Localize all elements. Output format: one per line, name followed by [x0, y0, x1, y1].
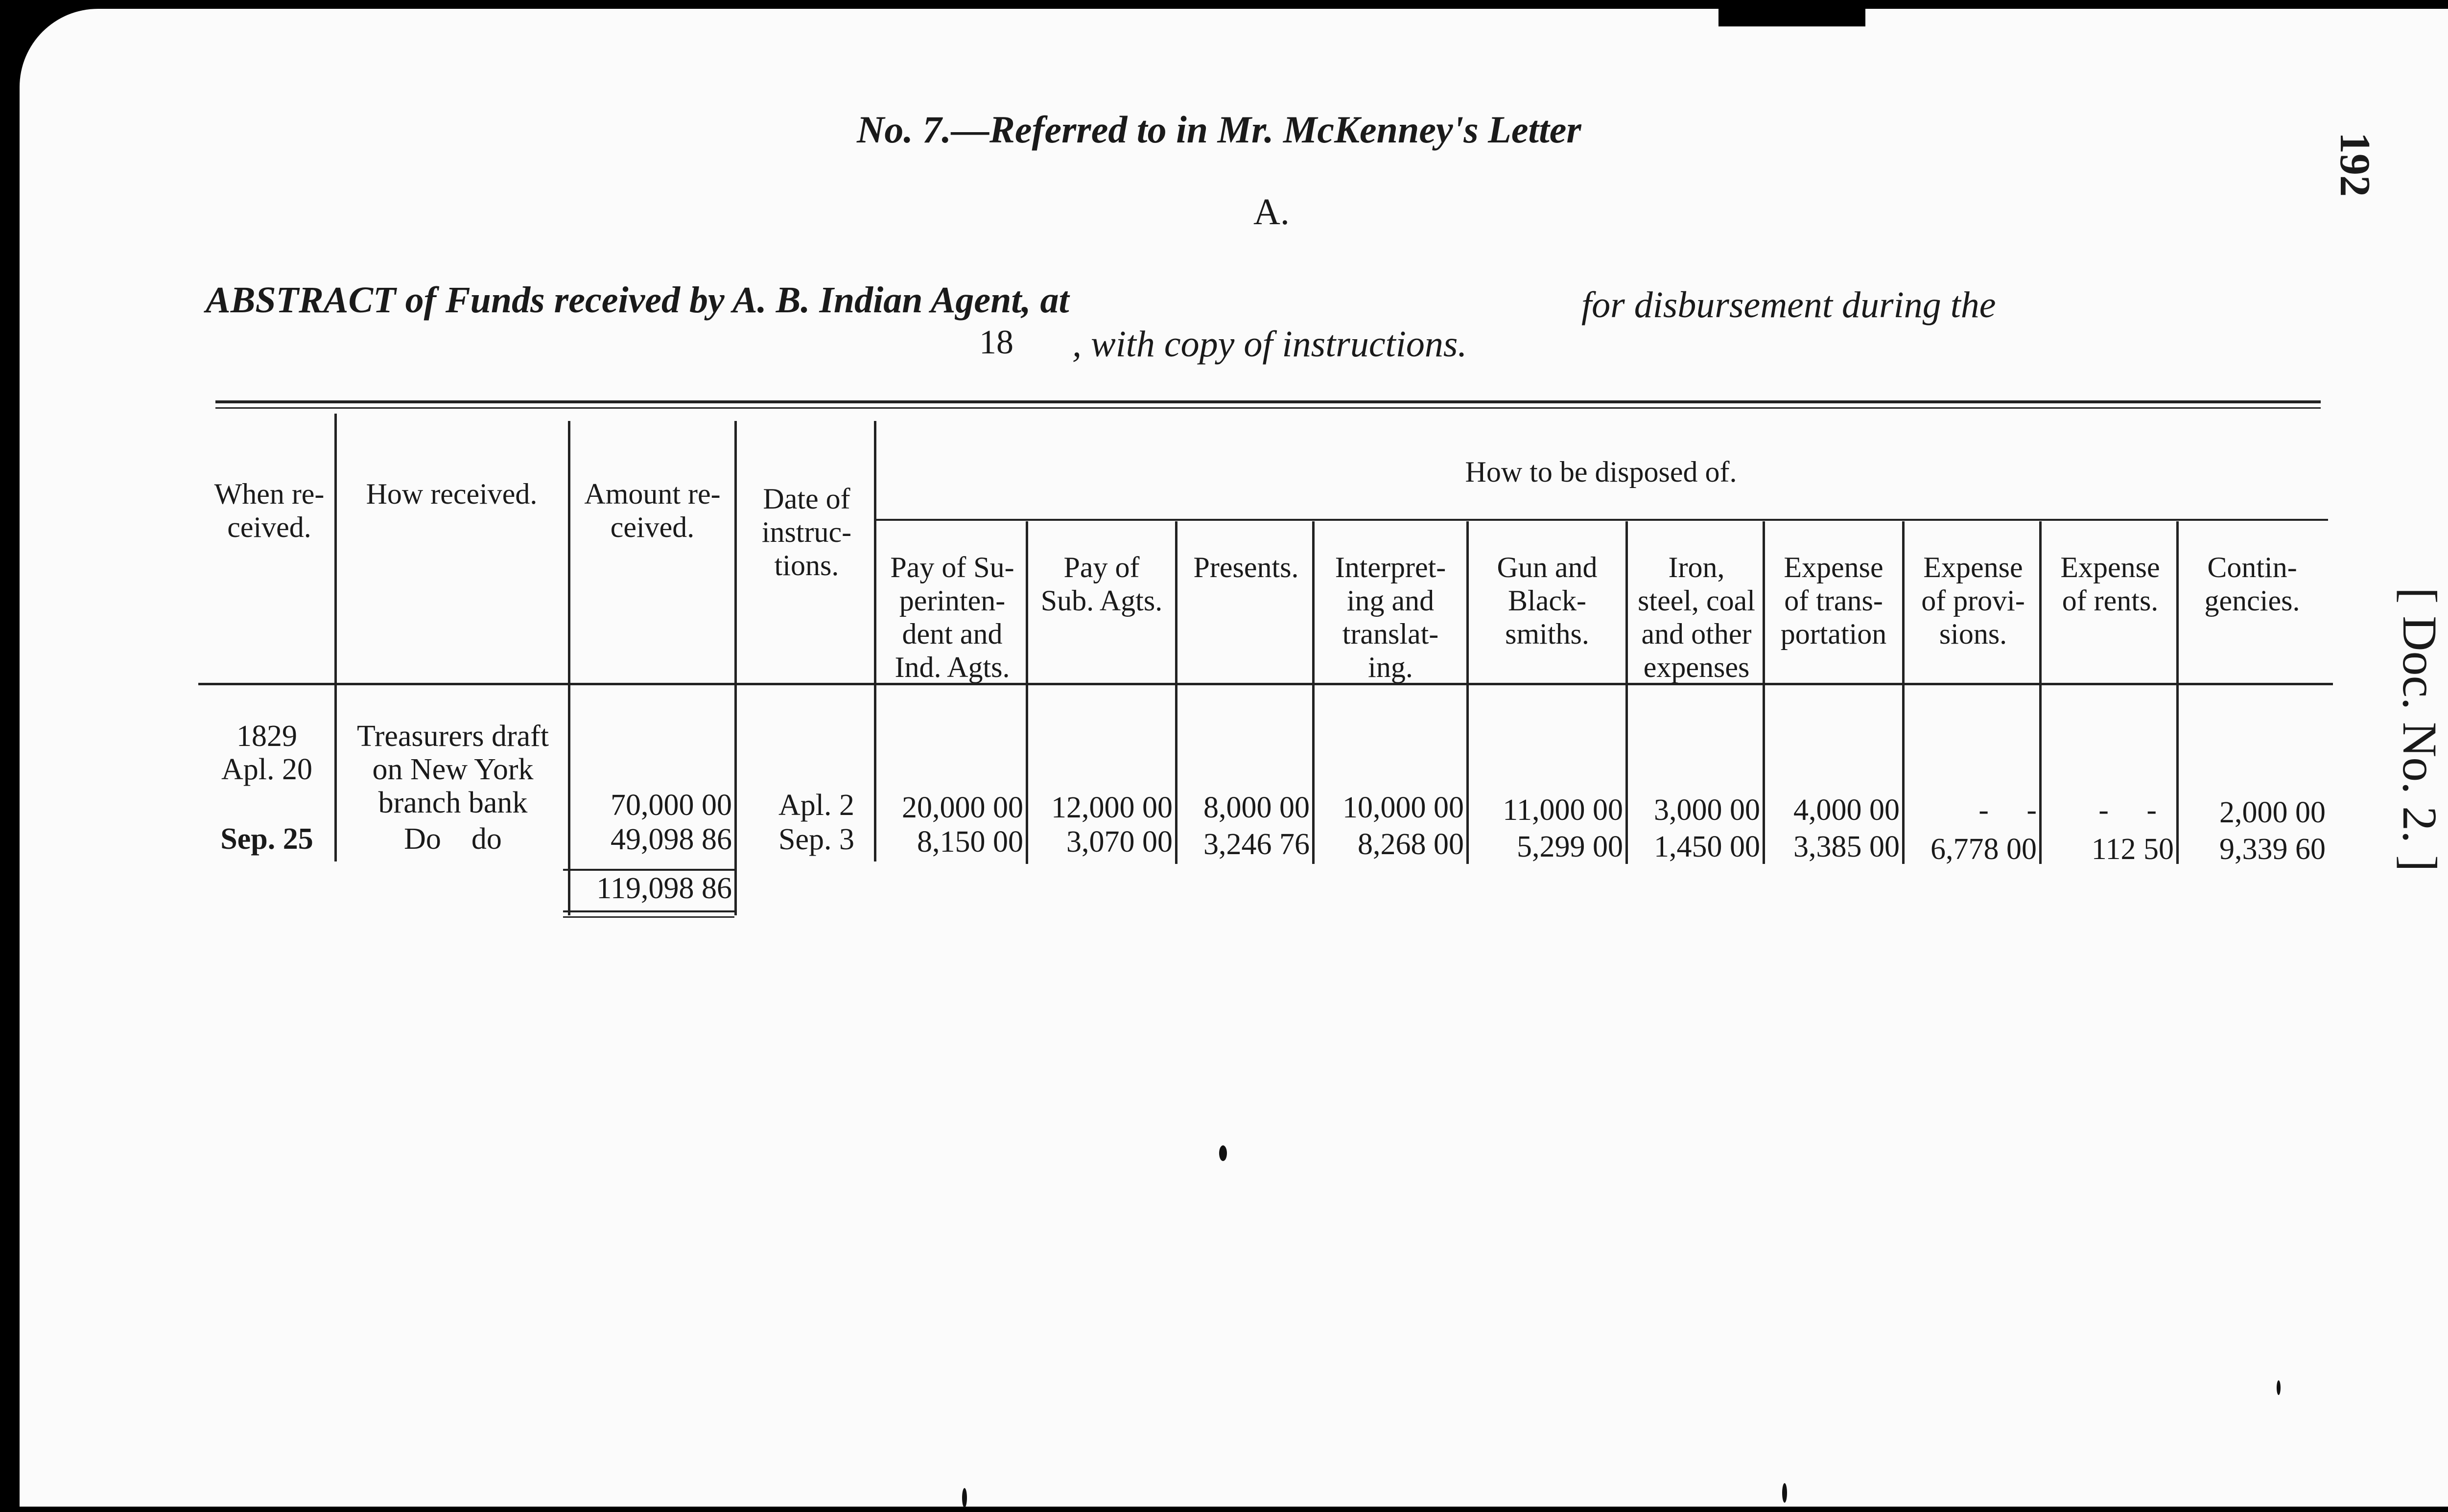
abstract-line2: , with copy of instructions. [1072, 324, 1467, 365]
header-gun-blacksmiths: Gun and Black- smiths. [1497, 551, 1598, 650]
abstract-line1: ABSTRACT of Funds received by A. B. Indian Agent, at [206, 279, 1069, 321]
header-contingencies: Contin- gencies. [2204, 551, 2300, 617]
row2-when: Sep. 25 [220, 822, 313, 856]
header-pay-superintendent: Pay of Su- perinten- dent and Ind. Agts. [890, 551, 1014, 683]
row1-rents: - - [2098, 793, 2157, 827]
top-rule-thin [215, 407, 2321, 409]
header-transportation: Expense of trans- portation [1780, 551, 1887, 650]
row2-transportation: 3,385 00 [1793, 830, 1900, 863]
row1-date: Apl. 2 [778, 789, 854, 822]
row2-date: Sep. 3 [778, 823, 854, 856]
doc-number: [ Doc. No. 2. ] [2393, 587, 2447, 872]
header-iron-steel-coal: Iron, steel, coal and other expenses [1638, 551, 1755, 683]
row1-pay-subagents: 12,000 00 [1051, 791, 1173, 824]
row1-interpreting: 10,000 00 [1342, 791, 1464, 824]
document-title: No. 7.—Referred to in Mr. McKenney's Letter [857, 108, 1581, 151]
row1-contingencies: 2,000 00 [2219, 796, 2326, 829]
abstract-year: 18 [979, 324, 1013, 361]
total-rule [563, 916, 734, 918]
row2-gun-blacksmiths: 5,299 00 [1517, 830, 1623, 863]
group-rule [874, 519, 2328, 521]
ink-speck [1219, 1145, 1227, 1161]
row1-how: Treasurers draft on New York branch bank [357, 720, 549, 819]
row1-gun-blacksmiths: 11,000 00 [1503, 793, 1623, 827]
row2-rents: 112 50 [2091, 833, 2174, 866]
row1-transportation: 4,000 00 [1793, 793, 1900, 827]
header-rule [198, 683, 2333, 685]
row2-how: Do do [404, 822, 502, 856]
row2-presents: 3,246 76 [1203, 828, 1310, 861]
row1-when: 1829 Apl. 20 [221, 720, 312, 786]
row2-provisions: 6,778 00 [1930, 833, 2037, 866]
header-pay-subagents: Pay of Sub. Agts. [1040, 551, 1163, 617]
row2-interpreting: 8,268 00 [1358, 828, 1464, 861]
total-rule [563, 910, 734, 912]
header-provisions: Expense of provi- sions. [1921, 551, 2025, 650]
header-how-received: How received. [366, 478, 538, 510]
header-disposed-group: How to be disposed of. [1465, 456, 1737, 488]
row1-iron-steel-coal: 3,000 00 [1654, 793, 1760, 827]
row1-pay-superintendent: 20,000 00 [902, 791, 1023, 824]
row1-amount: 70,000 00 [611, 789, 732, 822]
row2-iron-steel-coal: 1,450 00 [1654, 830, 1760, 863]
header-rents: Expense of rents. [2060, 551, 2160, 617]
header-when-received: When re- ceived. [214, 478, 325, 543]
torn-edge [1718, 9, 1865, 26]
page-number: 192 [2331, 132, 2378, 197]
header-amount-received: Amount re- ceived. [584, 478, 721, 543]
top-rule [215, 400, 2321, 403]
total-rule [563, 869, 734, 871]
row2-pay-subagents: 3,070 00 [1066, 825, 1173, 859]
row1-provisions: - - [1978, 793, 2037, 827]
abstract-line1-end: for disbursement during the [1581, 284, 1996, 326]
row2-amount: 49,098 86 [611, 823, 732, 856]
section-letter: A. [1253, 191, 1290, 233]
row2-contingencies: 9,339 60 [2219, 833, 2326, 866]
ink-speck [962, 1488, 967, 1508]
total-amount: 119,098 86 [596, 872, 732, 905]
header-date-instructions: Date of instruc- tions. [761, 483, 852, 582]
header-presents: Presents. [1193, 551, 1299, 583]
row1-presents: 8,000 00 [1203, 791, 1310, 824]
ink-speck [2277, 1380, 2281, 1395]
header-interpreting: Interpret- ing and translat- ing. [1335, 551, 1446, 683]
row2-pay-superintendent: 8,150 00 [917, 825, 1023, 859]
ink-speck [1782, 1483, 1787, 1503]
